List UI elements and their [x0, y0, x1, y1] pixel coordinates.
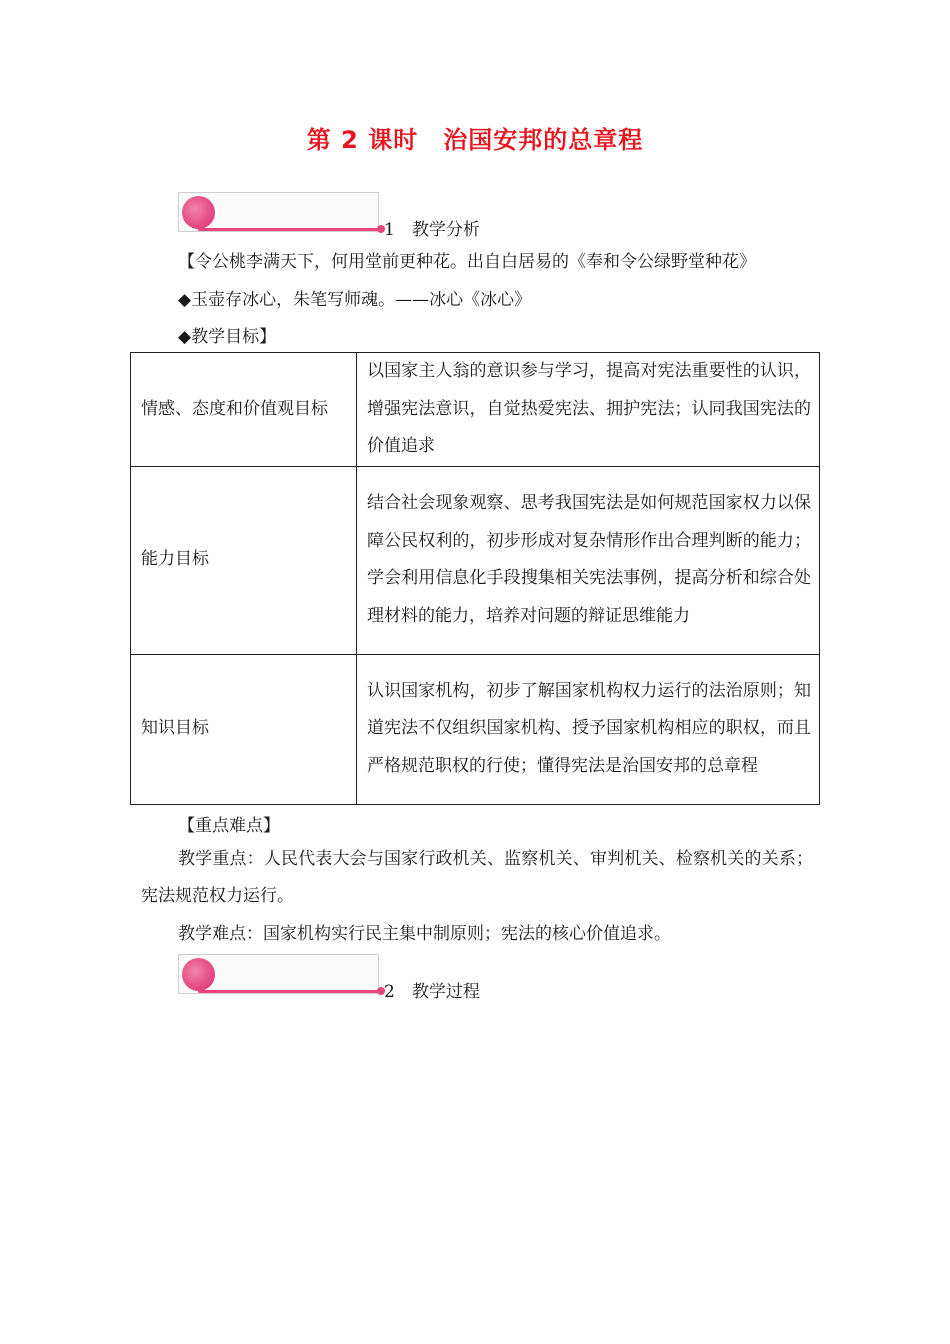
goal-key: 能力目标	[131, 466, 357, 654]
goal-key: 知识目标	[131, 654, 357, 804]
section-label	[384, 215, 480, 240]
pink-circle-icon	[182, 958, 215, 991]
pink-underline	[198, 990, 382, 993]
goal-key: 情感、态度和价值观目标	[131, 353, 357, 467]
section-label	[384, 977, 480, 1002]
quote-line-2: ◆玉壶存冰心，朱笔写师魂。——冰心《冰心》	[178, 290, 532, 310]
section-header-analysis	[178, 192, 598, 240]
keypoints-heading: 【重点难点】	[178, 816, 280, 836]
table-row	[131, 466, 820, 654]
goal-value: 结合社会现象观察、思考我国宪法是如何规范国家权力以保障公民权利的，初步形成对复杂情形作出合理判断的能力；学会利用信息化手段搜集相关宪法事例，提高分析和综合处理材料的能力，培养对问题的辩证思维能力	[357, 466, 820, 654]
section-title: 教学过程	[411, 982, 480, 1002]
teaching-focus: 教学重点：人民代表大会与国家行政机关、监察机关、审判机关、检察机关的关系；宪法规范权力运行。	[141, 849, 813, 906]
section-title: 教学分析	[411, 220, 480, 240]
goals-heading: ◆教学目标】	[178, 327, 277, 347]
goal-value: 以国家主人翁的意识参与学习，提高对宪法重要性的认识，增强宪法意识，自觉热爱宪法、拥护宪法；认同我国宪法的价值追求	[357, 353, 820, 467]
goal-value: 认识国家机构，初步了解国家机构权力运行的法治原则；知道宪法不仅组织国家机构、授予国家机构相应的职权，而且严格规范职权的行使；懂得宪法是治国安邦的总章程	[357, 654, 820, 804]
table-row	[131, 654, 820, 804]
section-number: 1	[384, 220, 395, 240]
pink-underline	[198, 228, 382, 231]
teaching-difficulty: 教学难点：国家机构实行民主集中制原则；宪法的核心价值追求。	[178, 924, 671, 944]
page-title: 第 2 课时 治国安邦的总章程	[306, 126, 644, 154]
section-header-process	[178, 954, 598, 1002]
quote-line-1: 【令公桃李满天下，何用堂前更种花。出自白居易的《奉和令公绿野堂种花》	[178, 252, 756, 272]
goals-table	[130, 352, 820, 805]
pink-circle-icon	[182, 196, 215, 229]
section-number: 2	[384, 982, 395, 1002]
table-row	[131, 353, 820, 467]
